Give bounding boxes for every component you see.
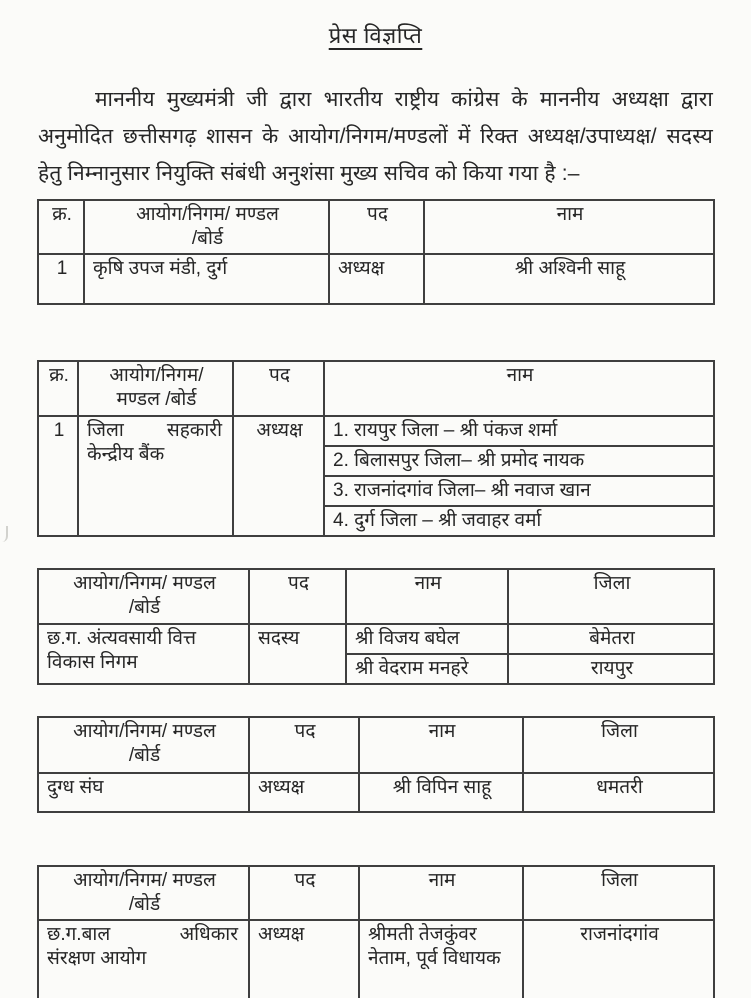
scan-artifact [0, 526, 8, 542]
header-post: पद [249, 866, 359, 920]
cell-district: रायपुर [508, 654, 714, 684]
page-title: प्रेस विज्ञप्ति [328, 23, 423, 48]
header-body [38, 569, 249, 624]
cell-name: श्री विपिन साहू [359, 773, 523, 812]
header-post: पद [249, 569, 346, 624]
cell-name: श्री वेदराम मनहरे [346, 654, 508, 684]
table-bal-adhikar-sanrakshan-aayog [37, 865, 715, 998]
header-post: पद [329, 200, 424, 254]
header-name: नाम [359, 866, 523, 920]
table-row [38, 624, 714, 654]
cell-district: बेमेतरा [508, 624, 714, 654]
intro-paragraph: माननीय मुख्यमंत्री जी द्वारा भारतीय राष्ट्रीय कांग्रेस के माननीय अध्यक्षा द्वारा अनुमोदित छत्तीसगढ़ शासन के आयोग/निगम/मण्डलों में रिक्त अध्यक्ष/उपाध्यक्ष/ सदस्य हेतु निम्नानुसार नियुक्ति संबंधी अनुशंसा मुख्य सचिव को किया गया है :– [38, 88, 713, 185]
header-body-line2: /बोर्ड [191, 228, 224, 249]
header-name: नाम [324, 361, 714, 416]
cell-body-line1 [87, 419, 226, 443]
header-district: जिला [508, 569, 714, 624]
header-serial: क्र. [38, 361, 78, 416]
header-body-line1: आयोग/निगम/ मण्डल [73, 721, 216, 742]
cell-body [38, 624, 249, 684]
cell-body: कृषि उपज मंडी, दुर्ग [84, 254, 329, 304]
cell-body [78, 416, 233, 536]
header-body-line2: /बोर्ड [128, 894, 161, 915]
cell-district: राजनांदगांव [523, 920, 714, 998]
table-header-row [38, 717, 714, 773]
header-body [78, 361, 233, 416]
cell-body-line1: छ.ग. अंत्यवसायी वित्त [47, 628, 197, 649]
cell-post: अध्यक्ष [249, 773, 359, 812]
table-header-row [38, 200, 714, 254]
cell-body: दुग्ध संघ [38, 773, 249, 812]
cell-post: सदस्य [249, 624, 346, 684]
cell-serial: 1 [38, 416, 78, 536]
header-body [38, 866, 249, 920]
cell-body-line1 [47, 923, 242, 947]
header-name: नाम [424, 200, 714, 254]
table-dugdh-sangh [37, 716, 715, 813]
cell-name-entry: 1. रायपुर जिला – श्री पंकज शर्मा [324, 416, 714, 446]
header-name: नाम [346, 569, 508, 624]
cell-name-entry: 2. बिलासपुर जिला– श्री प्रमोद नायक [324, 446, 714, 476]
cell-post: अध्यक्ष [233, 416, 324, 536]
header-body [84, 200, 329, 254]
table-row [38, 254, 714, 304]
cell-body-word1: छ.ग.बाल [47, 924, 111, 945]
cell-body-word2: अधिकार [179, 924, 238, 945]
header-body-line2: /बोर्ड [128, 597, 161, 618]
header-body-line1: आयोग/निगम/ [109, 365, 204, 386]
table-header-row [38, 569, 714, 624]
table-jila-sahakari-bank [37, 360, 715, 537]
header-post: पद [233, 361, 324, 416]
table-row [38, 920, 714, 998]
header-body-line1: आयोग/निगम/ मण्डल [73, 870, 216, 891]
header-body [38, 717, 249, 773]
cell-name-entry: 4. दुर्ग जिला – श्री जवाहर वर्मा [324, 506, 714, 536]
header-body-line2: /बोर्ड [128, 745, 161, 766]
header-district: जिला [523, 866, 714, 920]
cell-post: अध्यक्ष [249, 920, 359, 998]
header-serial: क्र. [38, 200, 84, 254]
cell-body [38, 920, 249, 998]
table-row [38, 773, 714, 812]
table-row [38, 416, 714, 446]
cell-name: श्री विजय बघेल [346, 624, 508, 654]
cell-district: धमतरी [523, 773, 714, 812]
cell-body-line2: विकास निगम [47, 652, 138, 673]
header-name: नाम [359, 717, 523, 773]
header-body-line2: मण्डल /बोर्ड [116, 389, 197, 410]
cell-name-entry: 3. राजनांदगांव जिला– श्री नवाज खान [324, 476, 714, 506]
table-antyavasayi-vitta-nigam [37, 568, 715, 685]
table-krishi-upaj-mandi [37, 199, 715, 305]
cell-body-word2: सहकारी [166, 420, 222, 441]
header-body-line1: आयोग/निगम/ मण्डल [136, 204, 279, 225]
cell-name: श्रीमती तेजकुंवर नेताम, पूर्व विधायक [359, 920, 523, 998]
cell-body-line2: संरक्षण आयोग [47, 948, 147, 969]
header-body-line1: आयोग/निगम/ मण्डल [73, 573, 216, 594]
cell-body-word1: जिला [87, 420, 124, 441]
cell-post: अध्यक्ष [329, 254, 424, 304]
cell-name: श्री अश्विनी साहू [424, 254, 714, 304]
header-post: पद [249, 717, 359, 773]
cell-body-line2: केन्द्रीय बैंक [87, 444, 165, 465]
table-header-row [38, 866, 714, 920]
header-district: जिला [523, 717, 714, 773]
table-header-row [38, 361, 714, 416]
cell-serial: 1 [38, 254, 84, 304]
